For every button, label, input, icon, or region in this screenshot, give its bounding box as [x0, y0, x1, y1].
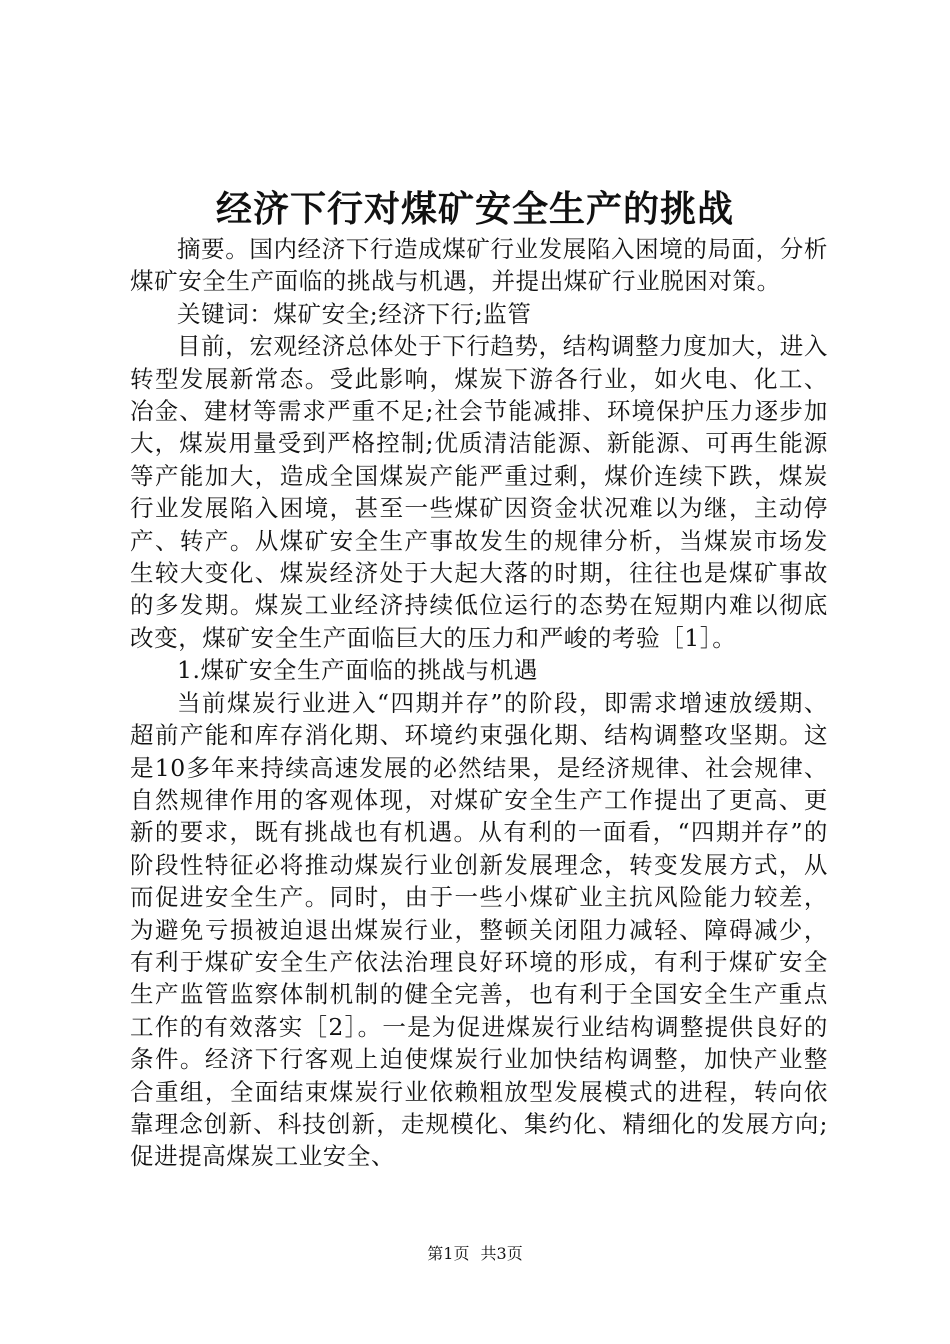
- page-number: 第1页: [427, 1244, 470, 1263]
- body-paragraph: 目前，宏观经济总体处于下行趋势，结构调整力度加大，进入转型发展新常态。受此影响，煤炭下游各行业，如火电、化工、冶金、建材等需求严重不足;社会节能减排、环境保护压力逐步加大，煤炭用量受到严格控制;优质清洁能源、新能源、可再生能源等产能加大，造成全国煤炭产能严重过剩，煤价连续下跌，煤炭行业发展陷入困境，甚至一些煤矿因资金状况难以为继，主动停产、转产。从煤矿安全生产事故发生的规律分析，当煤炭市场发生较大变化、煤炭经济处于大起大落的时期，往往也是煤矿事故的多发期。煤炭工业经济持续低位运行的态势在短期内难以彻底改变，煤矿安全生产面临巨大的压力和严峻的考验［1］。: [130, 332, 828, 652]
- document-title: 经济下行对煤矿安全生产的挑战: [215, 188, 734, 230]
- page-footer: [0, 1244, 950, 1264]
- section-heading: 1.煤矿安全生产面临的挑战与机遇: [177, 656, 539, 685]
- abstract-paragraph: 摘要。国内经济下行造成煤矿行业发展陷入困境的局面，分析煤矿安全生产面临的挑战与机遇，并提出煤矿行业脱困对策。: [130, 235, 828, 296]
- keywords-paragraph: 关键词：煤矿安全;经济下行;监管: [177, 299, 532, 328]
- body-paragraph: 当前煤炭行业进入“四期并存”的阶段，即需求增速放缓期、超前产能和库存消化期、环境约束强化期、结构调整攻坚期。这是10多年来持续高速发展的必然结果，是经济规律、社会规律、自然规律作用的客观体现，对煤矿安全生产工作提出了更高、更新的要求，既有挑战也有机遇。从有利的一面看，“四期并存”的阶段性特征必将推动煤炭行业创新发展理念，转变发展方式，从而促进安全生产。同时，由于一些小煤矿业主抗风险能力较差，为避免亏损被迫退出煤炭行业，整顿关闭阻力减轻、障碍减少，有利于煤矿安全生产依法治理良好环境的形成，有利于煤矿安全生产监管监察体制机制的健全完善，也有利于全国安全生产重点工作的有效落实［2］。一是为促进煤炭行业结构调整提供良好的条件。经济下行客观上迫使煤炭行业加快结构调整，加快产业整合重组，全面结束煤炭行业依赖粗放型发展模式的进程，转向依靠理念创新、科技创新，走规模化、集约化、精细化的发展方向;促进提高煤炭工业安全、: [130, 688, 828, 1171]
- total-pages: 共3页: [480, 1244, 523, 1263]
- document-body: [130, 233, 828, 1173]
